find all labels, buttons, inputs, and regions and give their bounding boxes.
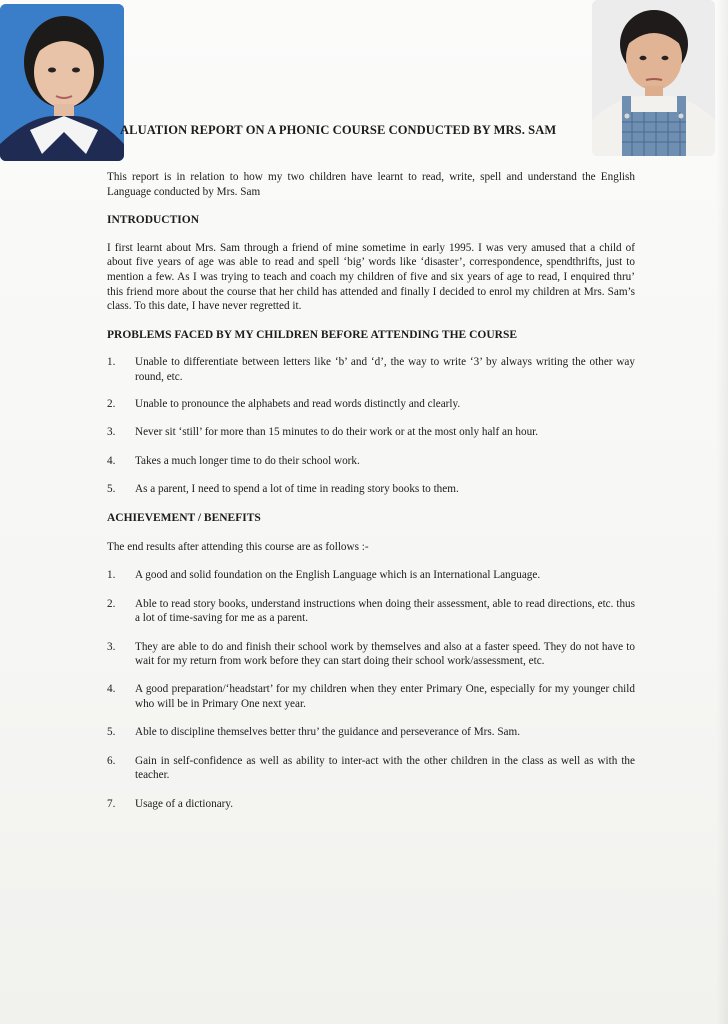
item-text: Never sit ‘still’ for more than 15 minutes to do their work or at the most only half an hour. [135, 426, 539, 439]
item-number: 3. [107, 426, 116, 439]
problem-item [107, 482, 635, 497]
achievement-lead: The end results after attending this course are as follows :- [107, 540, 369, 553]
report-title: ALUATION REPORT ON A PHONIC COURSE CONDUCTED BY MRS. SAM [120, 123, 557, 137]
problem-item [107, 454, 635, 469]
item-text: Gain in self-confidence as well as ability to inter-act with the other children in the class as well as with the teacher. [135, 754, 635, 782]
benefit-item [107, 754, 635, 783]
problems-heading: PROBLEMS FACED BY MY CHILDREN BEFORE ATTENDING THE COURSE [107, 328, 518, 341]
benefit-item [107, 797, 635, 812]
item-number: 4. [107, 454, 116, 467]
benefit-item [107, 597, 635, 626]
item-text: Unable to pronounce the alphabets and read words distinctly and clearly. [135, 397, 461, 410]
item-text: A good preparation/‘headstart’ for my children when they enter Primary One, especially for my younger child who will be in Primary One next year. [135, 683, 635, 710]
item-number: 5. [107, 726, 116, 739]
benefit-item [107, 568, 635, 583]
item-text: Usage of a dictionary. [135, 798, 234, 811]
item-text: Takes a much longer time to do their school work. [135, 454, 360, 467]
item-number: 1. [107, 356, 116, 369]
problem-item [107, 425, 635, 440]
introduction-heading: INTRODUCTION [107, 214, 200, 227]
benefit-item [107, 682, 635, 711]
item-number: 2. [107, 397, 116, 410]
intro-paragraph: This report is in relation to how my two children have learnt to read, write, spell and understand the English Language conducted by Mrs. Sam [107, 171, 635, 198]
item-text: Able to discipline themselves better thru’ the guidance and perseverance of Mrs. Sam. [135, 726, 521, 739]
item-text: Able to read story books, understand instructions when doing their assessment, able to read directions, etc. thus a lot of time-saving for me as a parent. [135, 597, 635, 625]
problem-item [107, 397, 635, 412]
item-number: 4. [107, 683, 116, 696]
benefit-item [107, 640, 635, 669]
item-number: 2. [107, 597, 116, 610]
item-number: 1. [107, 569, 116, 582]
child-photo-left [0, 4, 124, 161]
item-text: A good and solid foundation on the English Language which is an International Language. [135, 569, 541, 582]
scan-edge-shadow [716, 0, 728, 1024]
item-number: 5. [107, 483, 116, 496]
introduction-text: I first learnt about Mrs. Sam through a friend of mine sometime in early 1995. I was very amused that a child of about five years of age was able to read and spell ‘big’ words like ‘disaster’, correspondence, spendthrifts, just to mention a few. As I was trying to teach and coach my children of five and six years of age to read, I enquired thru’ this friend more about the course that her child has attended and finally I decided to enrol my children at Mrs. Sam’s class. To this date, I have never regretted it. [107, 241, 635, 313]
benefit-item [107, 725, 635, 740]
item-text: As a parent, I need to spend a lot of time in reading story books to them. [135, 483, 459, 496]
problem-item [107, 355, 635, 384]
item-number: 3. [107, 640, 116, 653]
item-text: Unable to differentiate between letters like ‘b’ and ‘d’, the way to write ‘3’ by always writing the other way round, etc. [135, 356, 635, 383]
item-number: 6. [107, 754, 116, 767]
item-text: They are able to do and finish their school work by themselves and also at a faster speed. They do not have to wait for my return from work before they can start doing their school work/assessment, etc. [135, 640, 635, 668]
report-body [107, 170, 635, 812]
child-photo-right [592, 0, 715, 156]
item-number: 7. [107, 798, 116, 811]
achievement-heading: ACHIEVEMENT / BENEFITS [107, 511, 261, 524]
